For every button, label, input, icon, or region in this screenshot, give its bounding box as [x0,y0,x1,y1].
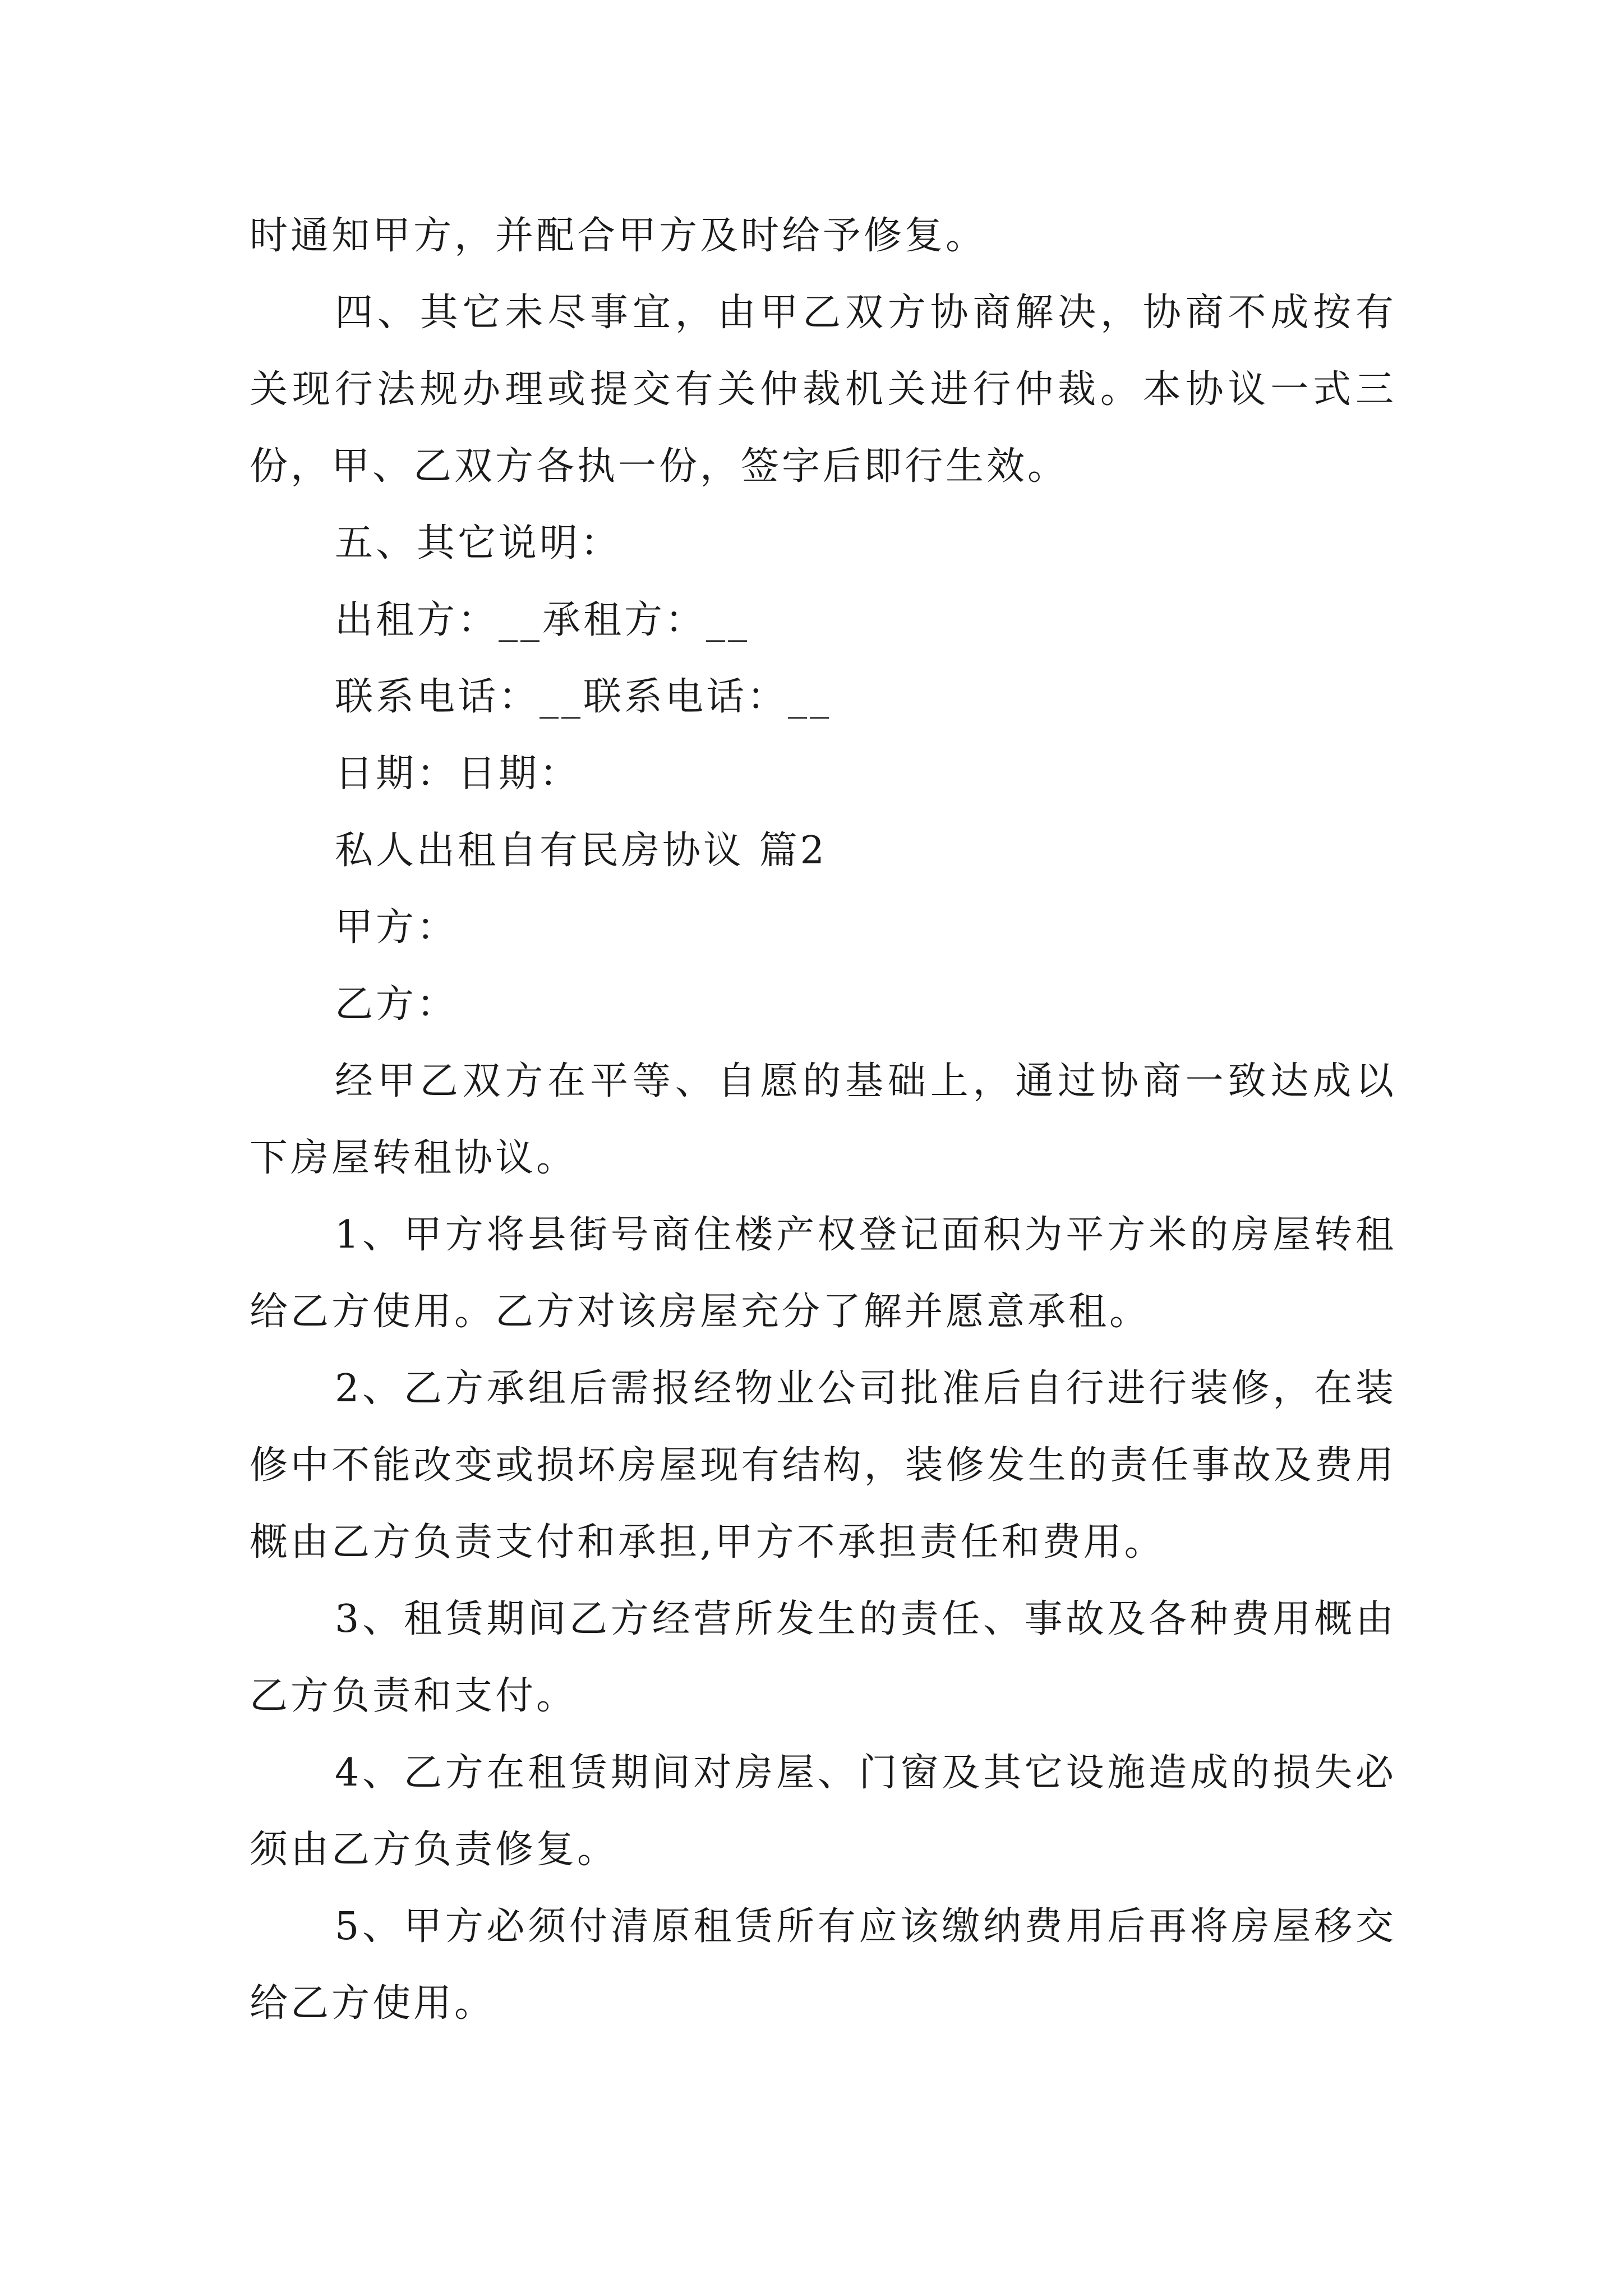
paragraph-item-3: 3、租赁期间乙方经营所发生的责任、事故及各种费用概由乙方负责和支付。 [250,1597,1396,1718]
paragraph-item-4: 4、乙方在租赁期间对房屋、门窗及其它设施造成的损失必须由乙方负责修复。 [250,1751,1396,1872]
party-a-line: 甲方： [335,905,458,950]
paragraph-clause-4: 四、其它未尽事宜，由甲乙双方协商解决，协商不成按有关现行法规办理或提交有关仲裁机关进行仲裁。本协议一式三份，甲、乙双方各执一份，签字后即行生效。 [250,291,1396,489]
paragraph-item-1: 1、甲方将县街号商住楼产权登记面积为平方米的房屋转租给乙方使用。乙方对该房屋充分了解并愿意承租。 [250,1213,1396,1334]
section-heading: 私人出租自有民房协议 篇2 [335,829,827,873]
document-body [250,197,1396,2042]
paragraph-item-2: 2、乙方承组后需报经物业公司批准后自行进行装修，在装修中不能改变或损坏房屋现有结构，装修发生的责任事故及费用概由乙方负责支付和承担,甲方不承担责任和费用。 [250,1366,1396,1565]
signature-dates: 日期：日期： [335,752,581,796]
party-b-line: 乙方： [335,982,458,1027]
paragraph-clause-5: 五、其它说明： [335,521,622,565]
paragraph-item-5: 5、甲方必须付清原租赁所有应该缴纳费用后再将房屋移交给乙方使用。 [250,1904,1396,2026]
signature-phones: 联系电话：__联系电话：__ [335,675,832,719]
paragraph-preamble: 经甲乙双方在平等、自愿的基础上，通过协商一致达成以下房屋转租协议。 [250,1059,1396,1180]
paragraph-notify-repair: 时通知甲方，并配合甲方及时给予修复。 [250,214,987,258]
signature-parties: 出租方：__承租方：__ [335,598,750,642]
